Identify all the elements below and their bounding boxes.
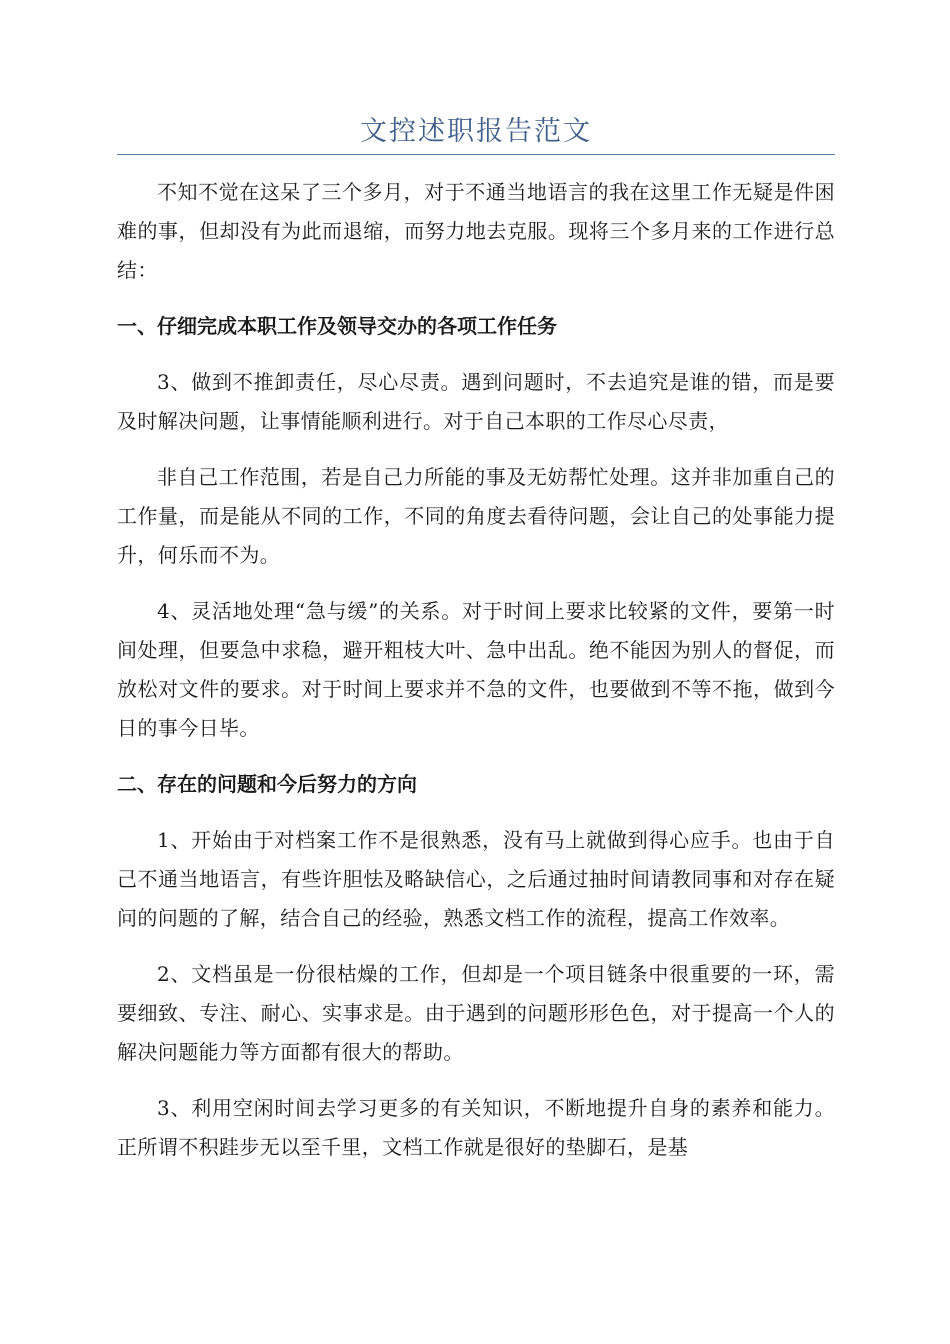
- section-1-paragraph-2: 非自己工作范围，若是自己力所能的事及无妨帮忙处理。这并非加重自己的工作量，而是能从不同的工作，不同的角度去看待问题，会让自己的处事能力提升，何乐而不为。: [117, 465, 835, 567]
- section-2-paragraph-2: 2、文档虽是一份很枯燥的工作，但却是一个项目链条中很重要的一环，需要细致、专注、耐心、实事求是。由于遇到的问题形形色色，对于提高一个人的解决问题能力等方面都有很大的帮助。: [117, 962, 835, 1064]
- section-1-paragraph-1: 3、做到不推卸责任，尽心尽责。遇到问题时，不去追究是谁的错，而是要及时解决问题，让事情能顺利进行。对于自己本职的工作尽心尽责，: [117, 370, 835, 433]
- document-title: 文控述职报告范文: [360, 116, 592, 147]
- document-page: [117, 112, 835, 1167]
- section-heading-2: 二、存在的问题和今后努力的方向: [117, 772, 417, 796]
- section-2-paragraph-3: 3、利用空闲时间去学习更多的有关知识，不断地提升自身的素养和能力。正所谓不积跬步无以至千里，文档工作就是很好的垫脚石，是基: [117, 1096, 835, 1159]
- intro-paragraph: 不知不觉在这呆了三个多月，对于不通当地语言的我在这里工作无疑是件困难的事，但却没有为此而退缩，而努力地去克服。现将三个多月来的工作进行总结：: [117, 180, 835, 282]
- section-heading-1: 一、仔细完成本职工作及领导交办的各项工作任务: [117, 314, 557, 338]
- section-2-paragraph-1: 1、开始由于对档案工作不是很熟悉，没有马上就做到得心应手。也由于自己不通当地语言，有些许胆怯及略缺信心，之后通过抽时间请教同事和对存在疑问的问题的了解，结合自己的经验，熟悉文档工作的流程，提高工作效率。: [117, 828, 835, 930]
- section-1-paragraph-3: 4、灵活地处理“急与缓”的关系。对于时间上要求比较紧的文件，要第一时间处理，但要急中求稳，避开粗枝大叶、急中出乱。绝不能因为别人的督促，而放松对文件的要求。对于时间上要求并不急的文件，也要做到不等不拖，做到今日的事今日毕。: [117, 599, 835, 740]
